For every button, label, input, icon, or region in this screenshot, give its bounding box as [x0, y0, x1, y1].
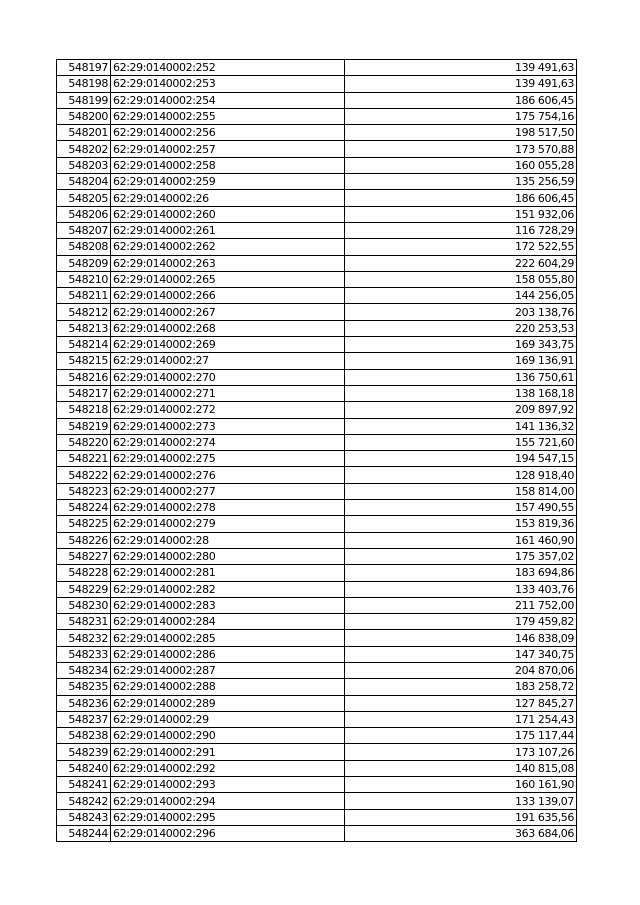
- cadastral-number-cell: 62:29:0140002:274: [111, 434, 345, 450]
- cadastral-number-cell: 62:29:0140002:260: [111, 206, 345, 222]
- cadastral-value-cell: 173 570,88: [345, 141, 577, 157]
- row-number-cell: 548206: [57, 206, 111, 222]
- cadastral-value-cell: 140 815,08: [345, 760, 577, 776]
- table-row: [57, 288, 577, 304]
- cadastral-number-cell: 62:29:0140002:284: [111, 614, 345, 630]
- cadastral-value-cell: 172 522,55: [345, 239, 577, 255]
- row-number-cell: 548218: [57, 402, 111, 418]
- cadastral-number-cell: 62:29:0140002:269: [111, 337, 345, 353]
- table-row: [57, 793, 577, 809]
- cadastral-number-cell: 62:29:0140002:257: [111, 141, 345, 157]
- table-row: [57, 744, 577, 760]
- table-row: [57, 662, 577, 678]
- row-number-cell: 548211: [57, 288, 111, 304]
- row-number-cell: 548204: [57, 174, 111, 190]
- table-row: [57, 271, 577, 287]
- cadastral-number-cell: 62:29:0140002:290: [111, 728, 345, 744]
- cadastral-number-cell: 62:29:0140002:253: [111, 76, 345, 92]
- cadastral-number-cell: 62:29:0140002:283: [111, 597, 345, 613]
- table-row: [57, 467, 577, 483]
- table-row: [57, 695, 577, 711]
- table-row: [57, 418, 577, 434]
- table-row: [57, 76, 577, 92]
- row-number-cell: 548237: [57, 711, 111, 727]
- table-row: [57, 402, 577, 418]
- row-number-cell: 548221: [57, 451, 111, 467]
- table-row: [57, 548, 577, 564]
- row-number-cell: 548207: [57, 222, 111, 238]
- row-number-cell: 548229: [57, 581, 111, 597]
- table-row: [57, 500, 577, 516]
- cadastral-value-cell: 133 139,07: [345, 793, 577, 809]
- table-row: [57, 451, 577, 467]
- row-number-cell: 548235: [57, 679, 111, 695]
- row-number-cell: 548227: [57, 548, 111, 564]
- cadastral-value-cell: 186 606,45: [345, 190, 577, 206]
- cadastral-number-cell: 62:29:0140002:26: [111, 190, 345, 206]
- cadastral-number-cell: 62:29:0140002:272: [111, 402, 345, 418]
- cadastral-value-cell: 204 870,06: [345, 662, 577, 678]
- table-row: [57, 614, 577, 630]
- table-row: [57, 760, 577, 776]
- cadastral-value-cell: 171 254,43: [345, 711, 577, 727]
- cadastral-number-cell: 62:29:0140002:259: [111, 174, 345, 190]
- table-row: [57, 825, 577, 841]
- cadastral-value-cell: 175 117,44: [345, 728, 577, 744]
- cadastral-number-cell: 62:29:0140002:254: [111, 92, 345, 108]
- row-number-cell: 548226: [57, 532, 111, 548]
- cadastral-value-cell: 220 253,53: [345, 320, 577, 336]
- table-row: [57, 320, 577, 336]
- cadastral-value-cell: 135 256,59: [345, 174, 577, 190]
- cadastral-number-cell: 62:29:0140002:293: [111, 777, 345, 793]
- row-number-cell: 548228: [57, 565, 111, 581]
- cadastral-value-cell: 116 728,29: [345, 222, 577, 238]
- row-number-cell: 548200: [57, 108, 111, 124]
- cadastral-value-cell: 151 932,06: [345, 206, 577, 222]
- row-number-cell: 548213: [57, 320, 111, 336]
- table-row: [57, 516, 577, 532]
- cadastral-value-cell: 222 604,29: [345, 255, 577, 271]
- cadastral-value-cell: 173 107,26: [345, 744, 577, 760]
- row-number-cell: 548239: [57, 744, 111, 760]
- table-row: [57, 385, 577, 401]
- row-number-cell: 548212: [57, 304, 111, 320]
- table-row: [57, 206, 577, 222]
- cadastral-number-cell: 62:29:0140002:263: [111, 255, 345, 271]
- row-number-cell: 548234: [57, 662, 111, 678]
- cadastral-value-cell: 139 491,63: [345, 76, 577, 92]
- table-row: [57, 483, 577, 499]
- table-row: [57, 337, 577, 353]
- table-row: [57, 369, 577, 385]
- cadastral-value-cell: 169 136,91: [345, 353, 577, 369]
- cadastral-number-cell: 62:29:0140002:256: [111, 125, 345, 141]
- table-row: [57, 711, 577, 727]
- row-number-cell: 548215: [57, 353, 111, 369]
- cadastral-number-cell: 62:29:0140002:279: [111, 516, 345, 532]
- table-row: [57, 565, 577, 581]
- row-number-cell: 548203: [57, 157, 111, 173]
- row-number-cell: 548232: [57, 630, 111, 646]
- cadastral-value-cell: 191 635,56: [345, 809, 577, 825]
- cadastral-number-cell: 62:29:0140002:29: [111, 711, 345, 727]
- cadastral-number-cell: 62:29:0140002:27: [111, 353, 345, 369]
- row-number-cell: 548240: [57, 760, 111, 776]
- cadastral-value-cell: 160 055,28: [345, 157, 577, 173]
- cadastral-value-cell: 179 459,82: [345, 614, 577, 630]
- cadastral-number-cell: 62:29:0140002:273: [111, 418, 345, 434]
- cadastral-value-cell: 203 138,76: [345, 304, 577, 320]
- cadastral-number-cell: 62:29:0140002:266: [111, 288, 345, 304]
- row-number-cell: 548198: [57, 76, 111, 92]
- table-row: [57, 141, 577, 157]
- table-row: [57, 679, 577, 695]
- table-row: [57, 728, 577, 744]
- cadastral-number-cell: 62:29:0140002:255: [111, 108, 345, 124]
- cadastral-number-cell: 62:29:0140002:291: [111, 744, 345, 760]
- cadastral-number-cell: 62:29:0140002:296: [111, 825, 345, 841]
- row-number-cell: 548231: [57, 614, 111, 630]
- table-row: [57, 777, 577, 793]
- cadastral-number-cell: 62:29:0140002:294: [111, 793, 345, 809]
- table-row: [57, 125, 577, 141]
- cadastral-number-cell: 62:29:0140002:281: [111, 565, 345, 581]
- table-row: [57, 174, 577, 190]
- cadastral-value-cell: 183 258,72: [345, 679, 577, 695]
- cadastral-value-cell: 209 897,92: [345, 402, 577, 418]
- cadastral-number-cell: 62:29:0140002:28: [111, 532, 345, 548]
- cadastral-number-cell: 62:29:0140002:287: [111, 662, 345, 678]
- cadastral-value-cell: 136 750,61: [345, 369, 577, 385]
- cadastral-number-cell: 62:29:0140002:289: [111, 695, 345, 711]
- cadastral-value-cell: 169 343,75: [345, 337, 577, 353]
- cadastral-number-cell: 62:29:0140002:295: [111, 809, 345, 825]
- row-number-cell: 548219: [57, 418, 111, 434]
- row-number-cell: 548236: [57, 695, 111, 711]
- table-body: [57, 60, 577, 842]
- table-row: [57, 255, 577, 271]
- cadastral-value-cell: 198 517,50: [345, 125, 577, 141]
- cadastral-value-cell: 147 340,75: [345, 646, 577, 662]
- table-row: [57, 108, 577, 124]
- table-row: [57, 630, 577, 646]
- table-row: [57, 60, 577, 76]
- cadastral-value-cell: 128 918,40: [345, 467, 577, 483]
- cadastral-value-cell: 160 161,90: [345, 777, 577, 793]
- cadastral-number-cell: 62:29:0140002:278: [111, 500, 345, 516]
- cadastral-value-table: [56, 59, 577, 842]
- cadastral-number-cell: 62:29:0140002:292: [111, 760, 345, 776]
- cadastral-value-cell: 153 819,36: [345, 516, 577, 532]
- cadastral-number-cell: 62:29:0140002:285: [111, 630, 345, 646]
- cadastral-number-cell: 62:29:0140002:252: [111, 60, 345, 76]
- cadastral-value-cell: 138 168,18: [345, 385, 577, 401]
- table-row: [57, 581, 577, 597]
- cadastral-value-cell: 175 754,16: [345, 108, 577, 124]
- table-row: [57, 597, 577, 613]
- row-number-cell: 548241: [57, 777, 111, 793]
- cadastral-number-cell: 62:29:0140002:280: [111, 548, 345, 564]
- cadastral-number-cell: 62:29:0140002:258: [111, 157, 345, 173]
- cadastral-value-cell: 155 721,60: [345, 434, 577, 450]
- cadastral-number-cell: 62:29:0140002:288: [111, 679, 345, 695]
- row-number-cell: 548209: [57, 255, 111, 271]
- row-number-cell: 548224: [57, 500, 111, 516]
- table-row: [57, 353, 577, 369]
- cadastral-value-cell: 139 491,63: [345, 60, 577, 76]
- cadastral-value-cell: 146 838,09: [345, 630, 577, 646]
- cadastral-number-cell: 62:29:0140002:277: [111, 483, 345, 499]
- row-number-cell: 548201: [57, 125, 111, 141]
- row-number-cell: 548222: [57, 467, 111, 483]
- cadastral-value-cell: 175 357,02: [345, 548, 577, 564]
- cadastral-value-cell: 161 460,90: [345, 532, 577, 548]
- cadastral-value-cell: 158 814,00: [345, 483, 577, 499]
- row-number-cell: 548230: [57, 597, 111, 613]
- cadastral-number-cell: 62:29:0140002:268: [111, 320, 345, 336]
- cadastral-number-cell: 62:29:0140002:275: [111, 451, 345, 467]
- cadastral-value-cell: 211 752,00: [345, 597, 577, 613]
- table-row: [57, 434, 577, 450]
- table-row: [57, 809, 577, 825]
- table-row: [57, 304, 577, 320]
- table-row: [57, 239, 577, 255]
- row-number-cell: 548216: [57, 369, 111, 385]
- row-number-cell: 548233: [57, 646, 111, 662]
- row-number-cell: 548244: [57, 825, 111, 841]
- cadastral-value-cell: 144 256,05: [345, 288, 577, 304]
- row-number-cell: 548238: [57, 728, 111, 744]
- table-row: [57, 157, 577, 173]
- cadastral-value-cell: 127 845,27: [345, 695, 577, 711]
- row-number-cell: 548223: [57, 483, 111, 499]
- table-row: [57, 532, 577, 548]
- cadastral-number-cell: 62:29:0140002:262: [111, 239, 345, 255]
- row-number-cell: 548242: [57, 793, 111, 809]
- cadastral-value-cell: 157 490,55: [345, 500, 577, 516]
- cadastral-number-cell: 62:29:0140002:270: [111, 369, 345, 385]
- row-number-cell: 548197: [57, 60, 111, 76]
- row-number-cell: 548225: [57, 516, 111, 532]
- row-number-cell: 548208: [57, 239, 111, 255]
- cadastral-number-cell: 62:29:0140002:282: [111, 581, 345, 597]
- cadastral-number-cell: 62:29:0140002:276: [111, 467, 345, 483]
- table-row: [57, 646, 577, 662]
- row-number-cell: 548210: [57, 271, 111, 287]
- cadastral-value-cell: 363 684,06: [345, 825, 577, 841]
- cadastral-number-cell: 62:29:0140002:267: [111, 304, 345, 320]
- row-number-cell: 548220: [57, 434, 111, 450]
- cadastral-number-cell: 62:29:0140002:286: [111, 646, 345, 662]
- cadastral-value-cell: 194 547,15: [345, 451, 577, 467]
- row-number-cell: 548202: [57, 141, 111, 157]
- row-number-cell: 548199: [57, 92, 111, 108]
- row-number-cell: 548217: [57, 385, 111, 401]
- cadastral-value-cell: 183 694,86: [345, 565, 577, 581]
- cadastral-number-cell: 62:29:0140002:271: [111, 385, 345, 401]
- cadastral-value-cell: 186 606,45: [345, 92, 577, 108]
- table-row: [57, 222, 577, 238]
- row-number-cell: 548214: [57, 337, 111, 353]
- cadastral-value-cell: 133 403,76: [345, 581, 577, 597]
- cadastral-number-cell: 62:29:0140002:265: [111, 271, 345, 287]
- row-number-cell: 548243: [57, 809, 111, 825]
- table-row: [57, 92, 577, 108]
- table-row: [57, 190, 577, 206]
- cadastral-number-cell: 62:29:0140002:261: [111, 222, 345, 238]
- cadastral-value-cell: 158 055,80: [345, 271, 577, 287]
- row-number-cell: 548205: [57, 190, 111, 206]
- cadastral-value-cell: 141 136,32: [345, 418, 577, 434]
